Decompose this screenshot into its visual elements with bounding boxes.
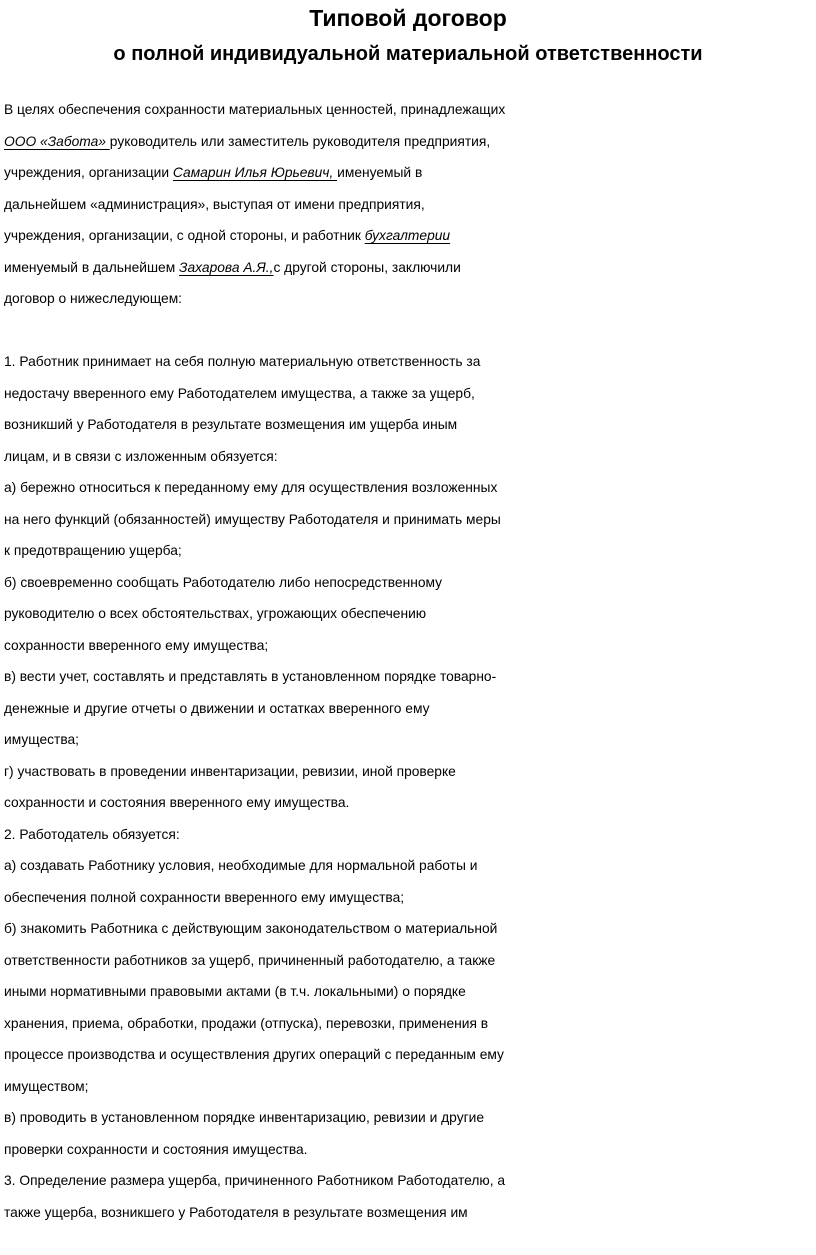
clause-line: сохранности вверенного ему имущества; xyxy=(4,637,269,653)
clause-line: а) бережно относиться к переданному ему для осуществления возложенных xyxy=(4,480,498,495)
clause-line: имуществом; xyxy=(4,1078,89,1094)
intro-line-5: учреждения, организации, с одной стороны, и работник бухгалтерии xyxy=(4,228,451,243)
clause-line: проверки сохранности и состояния имущества. xyxy=(4,1141,308,1157)
employee-name-field: Захарова А.Я., xyxy=(179,259,274,275)
clause-line: процессе производства и осуществления других операций с переданным ему xyxy=(4,1047,504,1062)
clause-line: б) своевременно сообщать Работодателю либо непосредственному xyxy=(4,574,443,590)
clause-line: сохранности и состояния вверенного ему имущества. xyxy=(4,795,350,810)
director-name-field: Самарин Илья Юрьевич, xyxy=(172,165,338,180)
clause-line: б) знакомить Работника с действующим законодательством о материальной xyxy=(4,921,498,936)
paragraph-gap xyxy=(4,315,816,347)
clause-line: руководителю о всех обстоятельствах, угрожающих обеспечению xyxy=(4,606,427,621)
intro-line-3: учреждения, организации Самарин Илья Юрьевич, именуемый в xyxy=(4,165,423,180)
company-name-field: ООО «Забота» xyxy=(4,133,110,149)
clauses-list xyxy=(4,346,816,1228)
clause-line: 2. Работодатель обязуется: xyxy=(4,826,180,842)
department-field: бухгалтерии xyxy=(364,228,451,243)
clause-line: хранения, приема, обработки, продажи (отпуска), перевозки, применения в xyxy=(4,1015,489,1031)
clause-line: 1. Работник принимает на себя полную материальную ответственность за xyxy=(4,354,481,369)
intro-line-7: договор о нижеследующем: xyxy=(4,291,183,306)
intro-line-2: ООО «Забота» руководитель или заместитель руководителя предприятия, xyxy=(4,133,491,149)
clause-line: возникший у Работодателя в результате возмещения им ущерба иным xyxy=(4,417,458,432)
clause-line: имущества; xyxy=(4,732,80,747)
clause-line: лицам, и в связи с изложенным обязуется: xyxy=(4,448,278,464)
document-body xyxy=(4,94,816,1228)
clause-line: г) участвовать в проведении инвентаризации, ревизии, иной проверке xyxy=(4,763,456,779)
clause-line: 3. Определение размера ущерба, причиненного Работником Работодателю, а xyxy=(4,1173,506,1188)
clause-line: также ущерба, возникшего у Работодателя в результате возмещения им xyxy=(4,1204,468,1220)
clause-line: в) вести учет, составлять и представлять в установленном порядке товарно- xyxy=(4,669,497,684)
clause-line: в) проводить в установленном порядке инвентаризацию, ревизии и другие xyxy=(4,1110,485,1125)
document-title: Типовой договор xyxy=(309,5,507,31)
clause-line: а) создавать Работнику условия, необходимые для нормальной работы и xyxy=(4,858,478,873)
document-subtitle: о полной индивидуальной материальной ответственности xyxy=(113,43,703,65)
clause-line: денежные и другие отчеты о движении и остатках вверенного ему xyxy=(4,700,430,716)
clause-line: ответственности работников за ущерб, причиненный работодателю, а также xyxy=(4,952,496,968)
clause-line: обеспечения полной сохранности вверенного ему имущества; xyxy=(4,889,405,905)
clause-line: на него функций (обязанностей) имуществу Работодателя и принимать меры xyxy=(4,511,501,527)
clause-line: иными нормативными правовыми актами (в т.ч. локальными) о порядке xyxy=(4,984,466,999)
intro-line-4: дальнейшем «администрация», выступая от имени предприятия, xyxy=(4,196,425,212)
clause-line: к предотвращению ущерба; xyxy=(4,543,182,558)
intro-line-6: именуемый в дальнейшем Захарова А.Я.,с другой стороны, заключили xyxy=(4,259,461,275)
intro-line-1: В целях обеспечения сохранности материальных ценностей, принадлежащих xyxy=(4,102,506,117)
clause-line: недостачу вверенного ему Работодателем имущества, а также за ущерб, xyxy=(4,385,475,401)
